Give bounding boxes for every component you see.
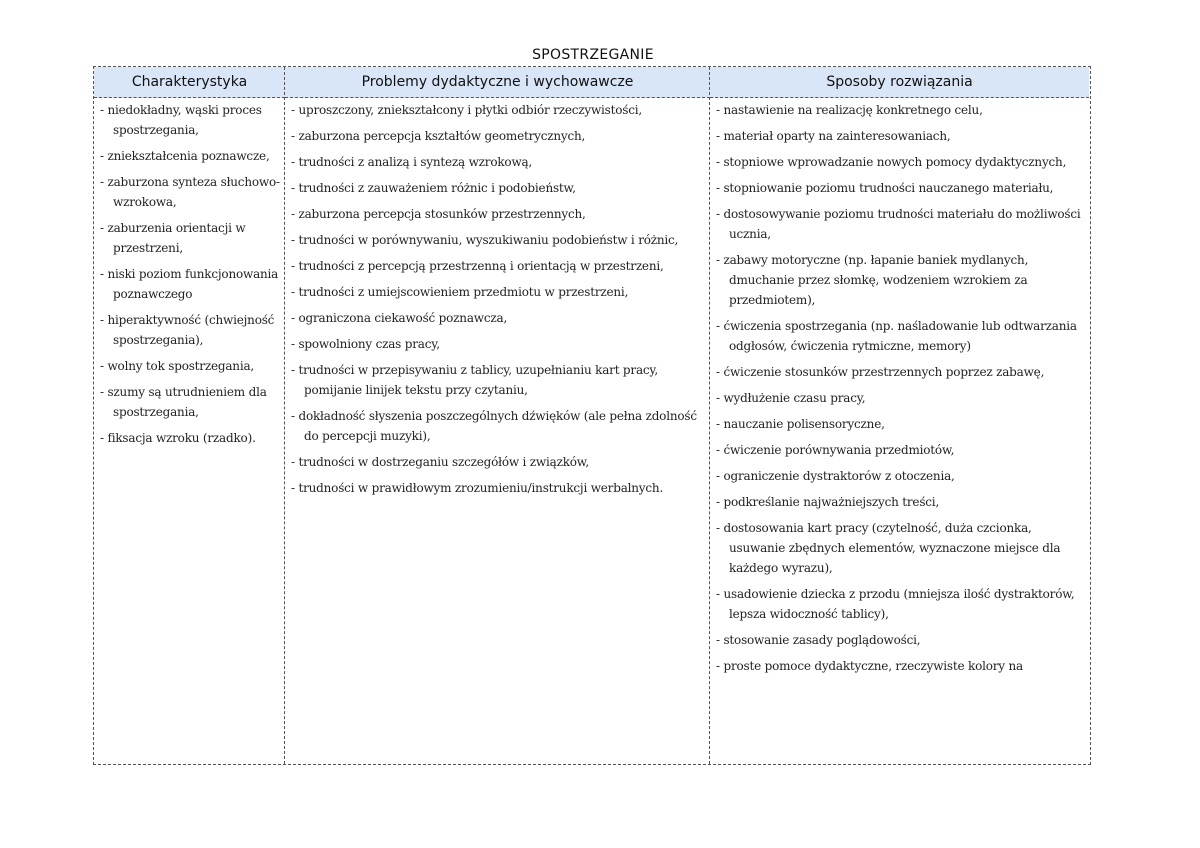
column-header-charakterystyka: Charakterystyka (94, 67, 285, 98)
list-item: - nauczanie polisensoryczne, (716, 417, 885, 431)
spostrzeganie-table (93, 66, 1091, 765)
column-header-problemy: Problemy dydaktyczne i wychowawcze (285, 67, 710, 98)
list-item: - wydłużenie czasu pracy, (716, 391, 866, 405)
list-item: - zabawy motoryczne (np. łapanie baniek mydlanych, dmuchanie przez słomkę, wodzeniem wzrokiem za przedmiotem), (716, 253, 1029, 307)
list-item: - trudności z percepcją przestrzenną i orientacją w przestrzeni, (291, 259, 664, 273)
list-item: - stosowanie zasady poglądowości, (716, 633, 921, 647)
list-item: - trudności z zauważeniem różnic i podobieństw, (291, 181, 576, 195)
list-item: - trudności w porównywaniu, wyszukiwaniu podobieństw i różnic, (291, 233, 679, 247)
list-item: - ograniczona ciekawość poznawcza, (291, 311, 508, 325)
list-item: - dostosowywanie poziomu trudności materiału do możliwości ucznia, (716, 207, 1081, 241)
list-item: - ćwiczenie porównywania przedmiotów, (716, 443, 955, 457)
list-item: - hiperaktywność (chwiejność spostrzegania), (100, 313, 275, 347)
list-item: - fiksacja wzroku (rzadko). (100, 431, 256, 445)
list-item: - szumy są utrudnieniem dla spostrzegania, (100, 385, 267, 419)
column-header-sposoby: Sposoby rozwiązania (710, 67, 1089, 98)
list-item: - dostosowania kart pracy (czytelność, duża czcionka, usuwanie zbędnych elementów, wyznaczone miejsce dla każdego wyrazu), (716, 521, 1061, 575)
column-problemy (291, 98, 703, 504)
list-item: - stopniowanie poziomu trudności nauczanego materiału, (716, 181, 1054, 195)
list-item: - zaburzenia orientacji w przestrzeni, (100, 221, 246, 255)
list-item: - niedokładny, wąski proces spostrzegania, (100, 103, 262, 137)
list-item: - spowolniony czas pracy, (291, 337, 440, 351)
list-item: - zaburzona percepcja kształtów geometrycznych, (291, 129, 586, 143)
list-item: - podkreślanie najważniejszych treści, (716, 495, 940, 509)
column-divider (709, 67, 710, 764)
list-item: - trudności z analizą i syntezą wzrokową, (291, 155, 533, 169)
list-item: - uproszczony, zniekształcony i płytki odbiór rzeczywistości, (291, 103, 642, 117)
list-item: - ograniczenie dystraktorów z otoczenia, (716, 469, 955, 483)
list-item: - trudności w przepisywaniu z tablicy, uzupełnianiu kart pracy, pomijanie linijek tekstu przy czytaniu, (291, 363, 659, 397)
column-sposoby (716, 98, 1086, 682)
list-item: - ćwiczenie stosunków przestrzennych poprzez zabawę, (716, 365, 1045, 379)
list-item: - trudności w prawidłowym zrozumieniu/instrukcji werbalnych. (291, 481, 664, 495)
list-item: - usadowienie dziecka z przodu (mniejsza ilość dystraktorów, lepsza widoczność tablicy), (716, 587, 1075, 621)
list-item: - dokładność słyszenia poszczególnych dźwięków (ale pełna zdolność do percepcji muzyki), (291, 409, 697, 443)
page-title: SPOSTRZEGANIE (532, 47, 654, 63)
list-item: - ćwiczenia spostrzegania (np. naśladowanie lub odtwarzania odgłosów, ćwiczenia rytmiczne, memory) (716, 319, 1077, 353)
list-item: - trudności z umiejscowieniem przedmiotu w przestrzeni, (291, 285, 629, 299)
column-charakterystyka (100, 98, 280, 454)
list-item: - zniekształcenia poznawcze, (100, 149, 270, 163)
column-divider (284, 67, 285, 764)
list-item: - stopniowe wprowadzanie nowych pomocy dydaktycznych, (716, 155, 1067, 169)
list-item: - materiał oparty na zainteresowaniach, (716, 129, 951, 143)
list-item: - zaburzona percepcja stosunków przestrzennych, (291, 207, 586, 221)
list-item: - zaburzona synteza słuchowo-wzrokowa, (100, 175, 280, 209)
list-item: - wolny tok spostrzegania, (100, 359, 255, 373)
list-item: - proste pomoce dydaktyczne, rzeczywiste kolory na (716, 659, 1023, 673)
list-item: - niski poziom funkcjonowania poznawczego (100, 267, 279, 301)
list-item: - trudności w dostrzeganiu szczegółów i związków, (291, 455, 590, 469)
list-item: - nastawienie na realizację konkretnego celu, (716, 103, 983, 117)
